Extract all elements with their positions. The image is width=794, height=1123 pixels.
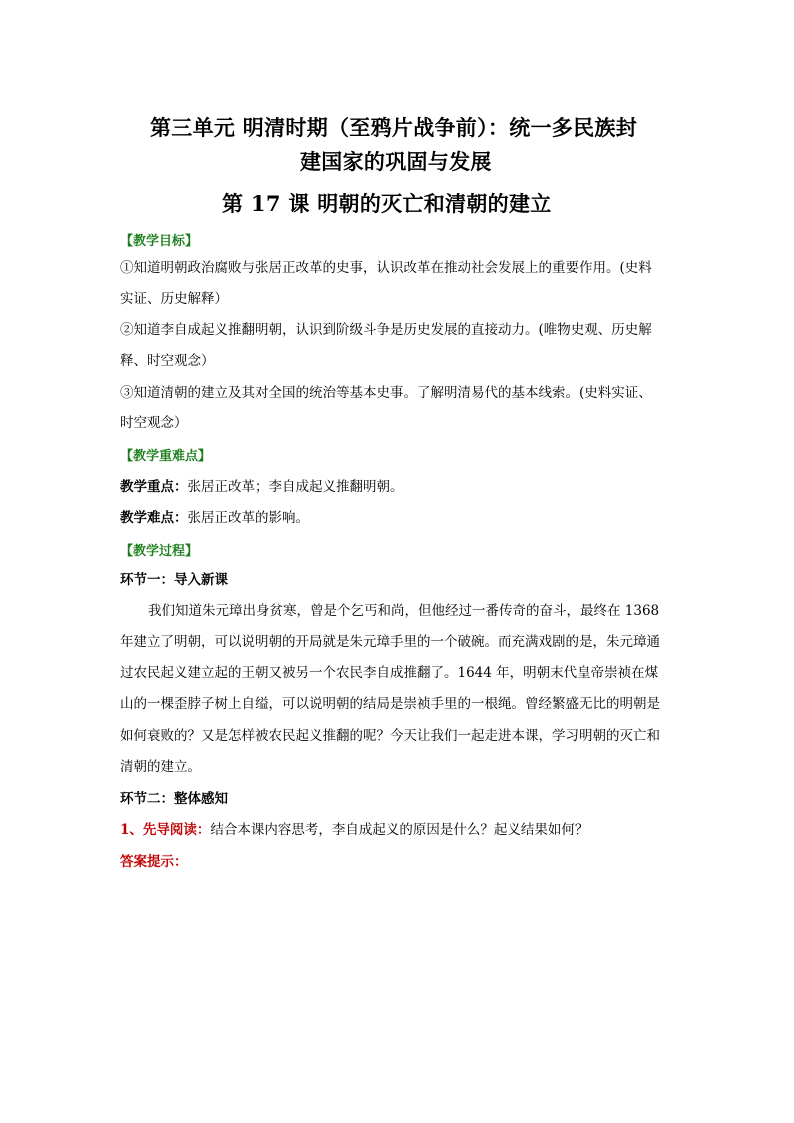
lesson-title: 第 17 课 明朝的灭亡和清朝的建立	[222, 191, 552, 216]
unit-title-line1: 第三单元 明清时期（至鸦片战争前）：统一多民族封	[150, 115, 638, 140]
step1-paragraph-line: 过农民起义建立起的王朝又被另一个农民李自成推翻了。1644 年，明朝末代皇帝崇祯在煤	[120, 665, 659, 681]
answer-hint-label: 答案提示：	[120, 854, 188, 870]
step1-title: 环节一：导入新课	[120, 572, 228, 588]
teaching-difficulty	[120, 508, 309, 528]
step2-title: 环节二：整体感知	[120, 791, 228, 807]
unit-title-line2: 建国家的巩固与发展	[300, 149, 492, 174]
step1-paragraph-line: 我们知道朱元璋出身贫寒，曾是个乞丐和尚，但他经过一番传奇的奋斗，最终在 1368	[148, 603, 660, 619]
step1-paragraph-line: 如何衰败的？又是怎样被农民起义推翻的呢？今天让我们一起走进本课，学习明朝的灭亡和	[120, 728, 660, 744]
step1-paragraph-line: 清朝的建立。	[120, 759, 201, 775]
reading-label: 1、先导阅读：	[120, 822, 211, 838]
reading-text: 结合本课内容思考，李自成起义的原因是什么？起义结果如何？	[210, 822, 589, 838]
focus-label: 教学重点：	[120, 479, 188, 495]
teaching-focus	[120, 477, 404, 497]
objective-line: ②知道李自成起义推翻明朝，认识到阶级斗争是历史发展的直接动力。(唯物史观、历史解	[120, 322, 652, 338]
difficulty-label: 教学难点：	[120, 510, 188, 526]
difficulty-text: 张居正改革的影响。	[187, 510, 309, 526]
objective-line: 释、时空观念）	[120, 353, 215, 369]
focus-text: 张居正改革；李自成起义推翻明朝。	[187, 479, 404, 495]
objective-line: ①知道明朝政治腐败与张居正改革的史事，认识改革在推动社会发展上的重要作用。(史料	[120, 260, 652, 276]
pre-reading	[120, 820, 588, 840]
objective-line: 实证、历史解释）	[120, 291, 228, 307]
objective-line: ③知道清朝的建立及其对全国的统治等基本史事。了解明清易代的基本线索。(史料实证、	[120, 385, 652, 401]
step1-paragraph-line: 山的一棵歪脖子树上自缢，可以说明朝的结局是崇祯手里的一根绳。曾经繁盛无比的明朝是	[120, 696, 660, 712]
objectives-heading: 【教学目标】	[120, 234, 199, 249]
objective-line: 时空观念）	[120, 415, 188, 431]
step1-paragraph-line: 年建立了明朝，可以说明朝的开局就是朱元璋手里的一个破碗。而充满戏剧的是，朱元璋通	[120, 634, 660, 650]
process-heading: 【教学过程】	[120, 544, 199, 559]
key-points-heading: 【教学重难点】	[120, 449, 212, 464]
